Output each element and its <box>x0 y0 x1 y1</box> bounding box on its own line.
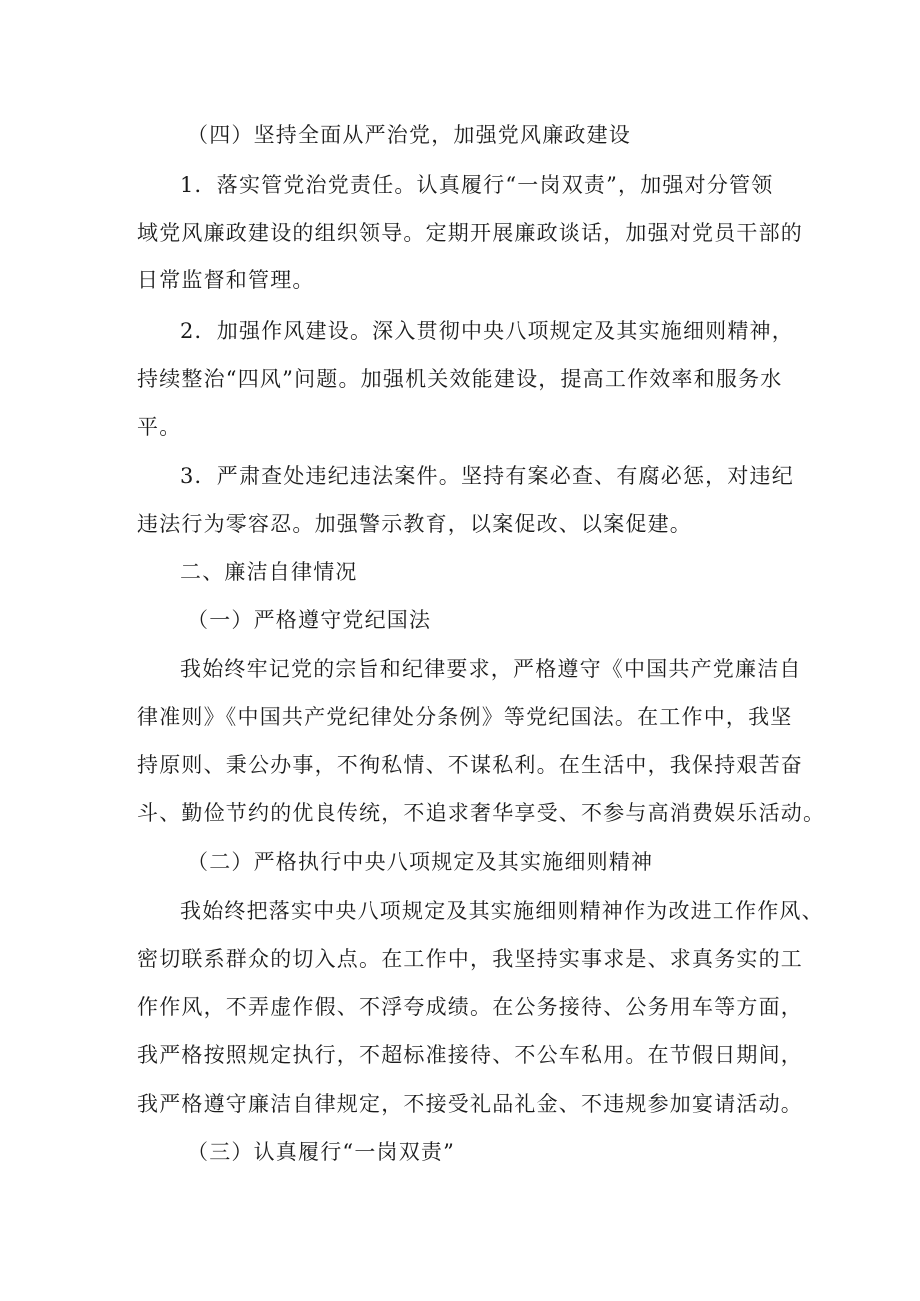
subheading-party-discipline: （四）坚持全面从严治党，加强党风廉政建设 <box>187 123 631 147</box>
paragraph-line: 违法行为零容忍。加强警示教育，以案促改、以案促建。 <box>137 512 692 536</box>
paragraph-line: 斗、勤俭节约的优良传统，不追求奢华享受、不参与高消费娱乐活动。 <box>137 801 826 825</box>
paragraph-line: 我严格遵守廉洁自律规定，不接受礼品礼金、不违规参加宴请活动。 <box>137 1092 803 1116</box>
paragraph-line: 2．加强作风建设。深入贯彻中央八项规定及其实施细则精神， <box>180 319 794 343</box>
subheading-eight-regulations: （二）严格执行中央八项规定及其实施细则精神 <box>187 850 654 874</box>
paragraph-line: 持续整治“四风”问题。加强机关效能建设，提高工作效率和服务水 <box>137 367 783 391</box>
paragraph-line: 我严格按照规定执行，不超标准接待、不公车私用。在节假日期间， <box>137 1043 803 1067</box>
paragraph-line: 作作风，不弄虚作假、不浮夸成绩。在公务接待、公务用车等方面， <box>137 995 803 1019</box>
section-heading: 二、廉洁自律情况 <box>180 560 358 584</box>
paragraph-line: 1．落实管党治党责任。认真履行“一岗双责”，加强对分管领 <box>180 173 774 197</box>
paragraph-line: 律准则》《中国共产党纪律处分条例》等党纪国法。在工作中，我坚 <box>137 705 793 729</box>
paragraph-line: 3．严肃查处违纪违法案件。坚持有案必查、有腐必惩，对违纪 <box>180 464 794 488</box>
paragraph-line: 我始终把落实中央八项规定及其实施细则精神作为改进工作作风、 <box>180 899 824 923</box>
paragraph-line: 日常监督和管理。 <box>137 268 315 292</box>
paragraph-line: 平。 <box>137 415 182 439</box>
paragraph-line: 密切联系群众的切入点。在工作中，我坚持实事求是、求真务实的工 <box>137 947 803 971</box>
paragraph-line: 我始终牢记党的宗旨和纪律要求，严格遵守《中国共产党廉洁自 <box>180 657 802 681</box>
paragraph-line: 域党风廉政建设的组织领导。定期开展廉政谈话，加强对党员干部的 <box>137 221 803 245</box>
subheading-law-compliance: （一）严格遵守党纪国法 <box>187 608 432 632</box>
subheading-dual-responsibility: （三）认真履行“一岗双责” <box>187 1140 456 1164</box>
paragraph-line: 持原则、秉公办事，不徇私情、不谋私利。在生活中，我保持艰苦奋 <box>137 753 803 777</box>
